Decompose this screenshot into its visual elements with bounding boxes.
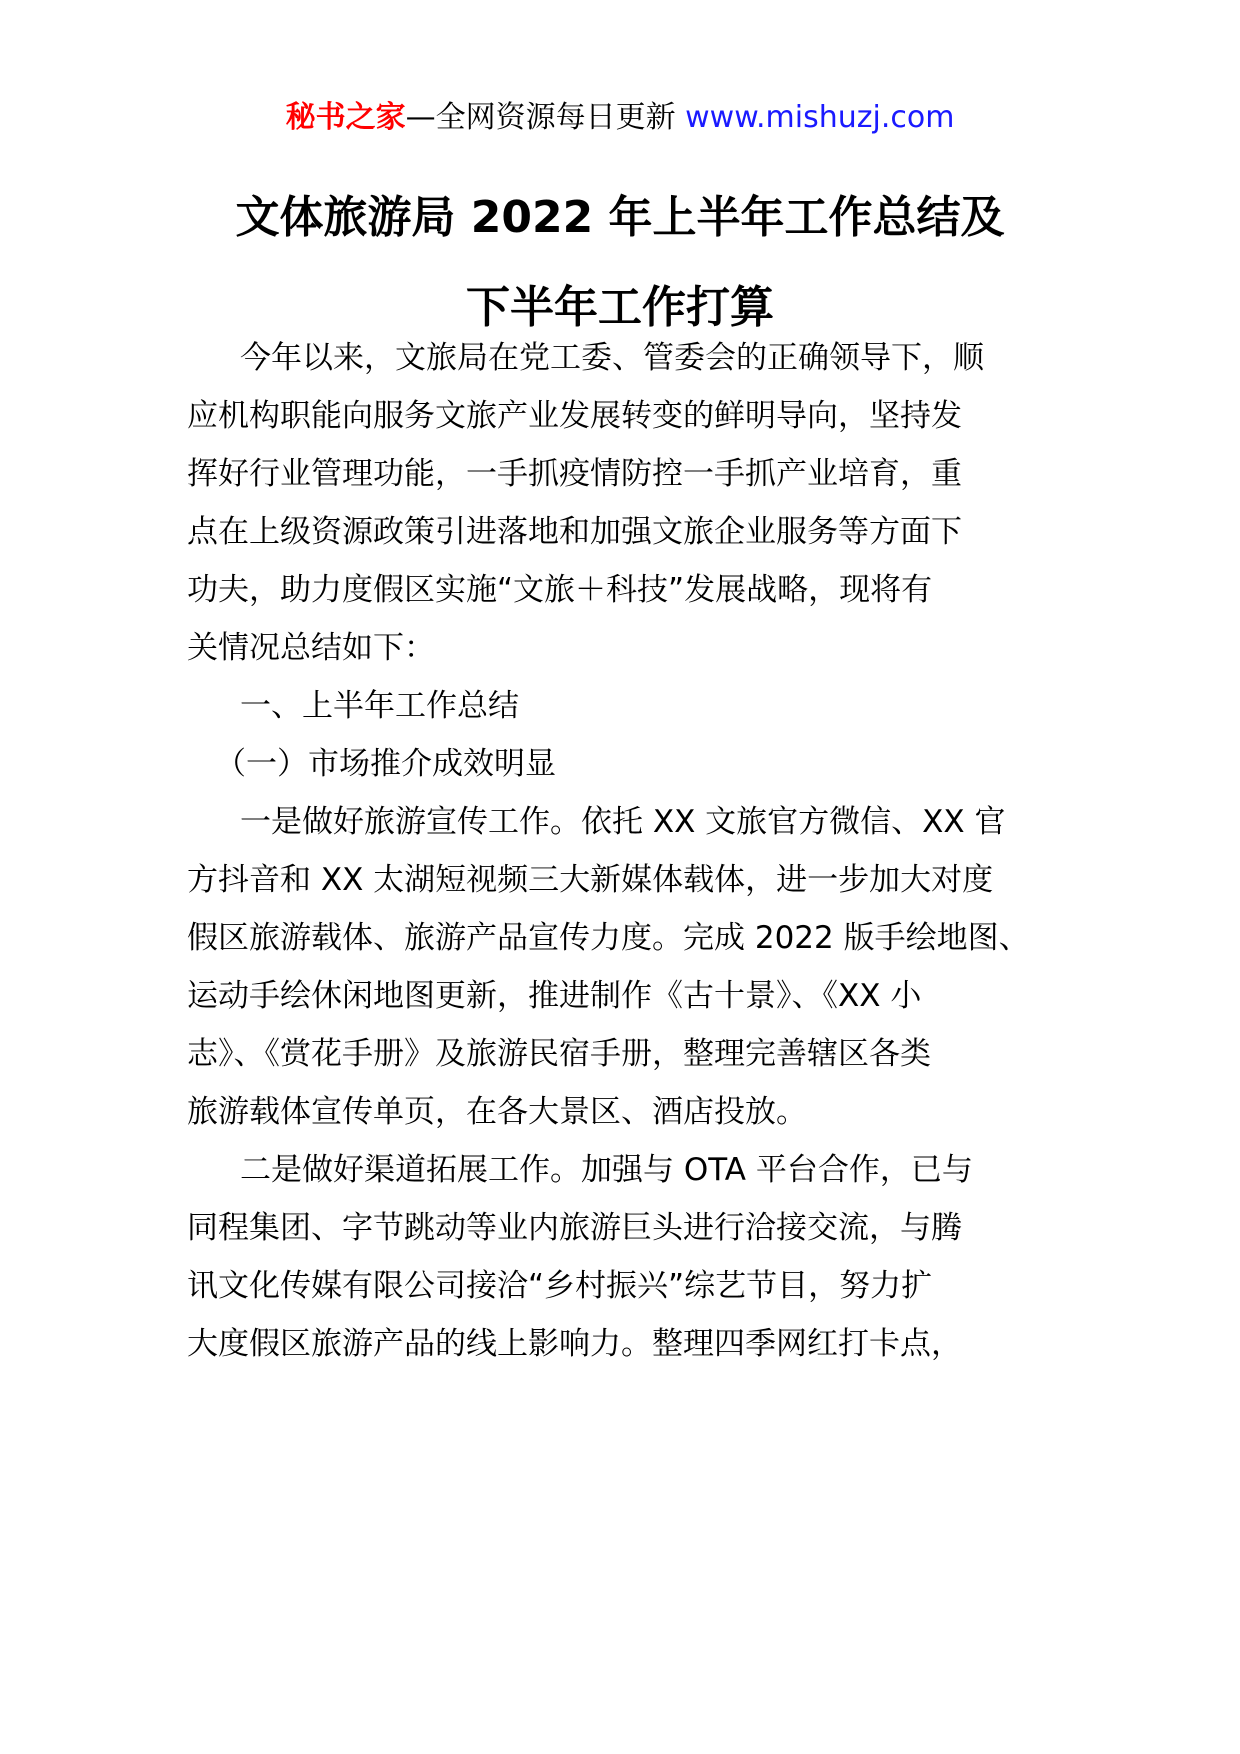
body-line: 方抖音和 XX 太湖短视频三大新媒体载体，进一步加大对度 — [187, 862, 994, 898]
body-line: 一是做好旅游宣传工作。依托 XX 文旅官方微信、XX 官 — [240, 804, 1006, 840]
site-url-link[interactable]: www.mishuzj.com — [685, 100, 955, 135]
body-line: 大度假区旅游产品的线上影响力。整理四季网红打卡点， — [187, 1326, 962, 1362]
body-line: 今年以来，文旅局在党工委、管委会的正确领导下，顺 — [240, 340, 984, 376]
body-line: 假区旅游载体、旅游产品宣传力度。完成 2022 版手绘地图、 — [187, 920, 1030, 956]
body-line: 挥好行业管理功能，一手抓疫情防控一手抓产业培育，重 — [187, 456, 962, 492]
body-line: 讯文化传媒有限公司接洽“乡村振兴”综艺节目，努力扩 — [187, 1268, 933, 1304]
body-line: 旅游载体宣传单页，在各大景区、酒店投放。 — [187, 1094, 807, 1130]
body-line: 二是做好渠道拓展工作。加强与 OTA 平台合作，已与 — [240, 1152, 973, 1188]
document-title-line-2: 下半年工作打算 — [466, 282, 774, 333]
body-line: 同程集团、字节跳动等业内旅游巨头进行洽接交流，与腾 — [187, 1210, 962, 1246]
header-tagline: —全网资源每日更新 — [405, 100, 686, 135]
brand-name: 秘书之家 — [285, 100, 406, 135]
subsection-heading: （一）市场推介成效明显 — [215, 746, 556, 782]
body-line: 运动手绘休闲地图更新，推进制作《古十景》、《XX 小 — [187, 978, 922, 1014]
body-line: 功夫，助力度假区实施“文旅＋科技”发展战略，现将有 — [187, 572, 933, 608]
body-line: 应机构职能向服务文旅产业发展转变的鲜明导向，坚持发 — [187, 398, 962, 434]
site-header — [0, 98, 1240, 138]
body-line: 关情况总结如下： — [187, 630, 435, 666]
body-line: 点在上级资源政策引进落地和加强文旅企业服务等方面下 — [187, 514, 962, 550]
document-title-line-1: 文体旅游局 2022 年上半年工作总结及 — [235, 192, 1005, 243]
body-line: 志》、《赏花手册》及旅游民宿手册，整理完善辖区各类 — [187, 1036, 931, 1072]
section-heading: 一、上半年工作总结 — [240, 688, 519, 724]
